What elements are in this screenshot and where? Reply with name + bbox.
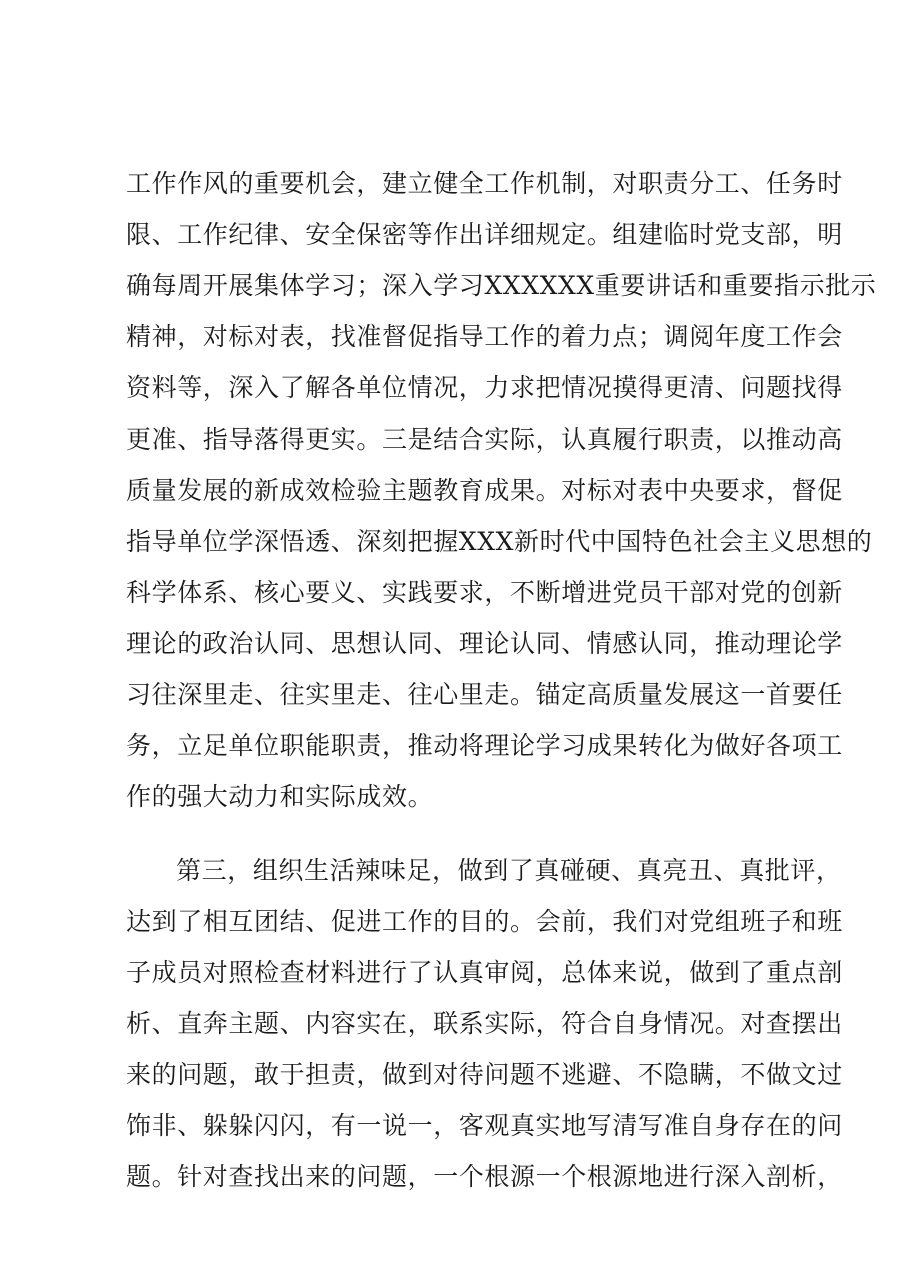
text-line: 子成员对照检查材料进行了认真审阅，总体来说，做到了重点剖 (126, 958, 843, 987)
text-line: 资料等，深入了解各单位情况，力求把情况摸得更清、问题找得 (126, 373, 843, 402)
text-line: 工作作风的重要机会，建立健全工作机制，对职责分工、任务时 (126, 169, 843, 198)
text-line: 精神，对标对表，找准督促指导工作的着力点；调阅年度工作会 (126, 322, 843, 351)
text-line: 题。针对查找出来的问题，一个根源一个根源地进行深入剖析， (126, 1162, 843, 1191)
text-line: 饰非、躲躲闪闪，有一说一，客观真实地写清写准自身存在的问 (126, 1111, 843, 1140)
text-line: 更准、指导落得更实。三是结合实际，认真履行职责，以推动高 (126, 425, 843, 454)
text-line: 析、直奔主题、内容实在，联系实际，符合自身情况。对查摆出 (126, 1009, 843, 1038)
text-line: 质量发展的新成效检验主题教育成果。对标对表中央要求，督促 (126, 476, 843, 505)
text-line: 理论的政治认同、思想认同、理论认同、情感认同，推动理论学 (126, 629, 843, 658)
text-line: 作的强大动力和实际成效。 (126, 782, 434, 811)
paragraph-first-line: 第三，组织生活辣味足，做到了真碰硬、真亮丑、真批评， (176, 856, 842, 885)
text-line: 限、工作纪律、安全保密等作出详细规定。组建临时党支部，明 (126, 220, 843, 249)
text-line: 达到了相互团结、促进工作的目的。会前，我们对党组班子和班 (126, 907, 843, 936)
text-line: 习往深里走、往实里走、往心里走。锚定高质量发展这一首要任 (126, 680, 843, 709)
text-line: 科学体系、核心要义、实践要求，不断增进党员干部对党的创新 (126, 578, 843, 607)
text-line: 指导单位学深悟透、深刻把握XXX新时代中国特色社会主义思想的 (126, 527, 873, 556)
text-line: 来的问题，敢于担责，做到对待问题不逃避、不隐瞒，不做文过 (126, 1060, 843, 1089)
text-line: 务，立足单位职能职责，推动将理论学习成果转化为做好各项工 (126, 731, 843, 760)
text-line: 确每周开展集体学习；深入学习XXXXXX重要讲话和重要指示批示 (126, 271, 877, 300)
